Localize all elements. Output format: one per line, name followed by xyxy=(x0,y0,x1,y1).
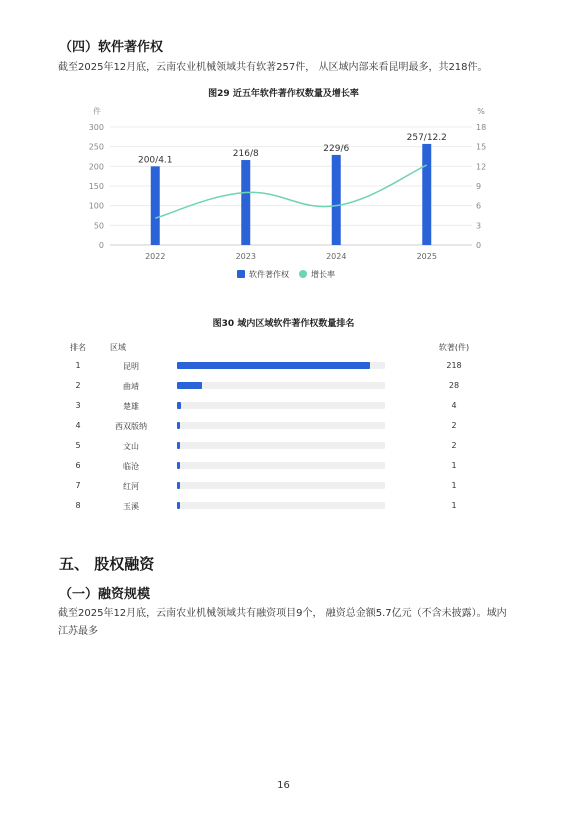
bar-track xyxy=(177,382,385,389)
right-tick-label: 0 xyxy=(476,241,482,250)
bar-series xyxy=(151,144,432,245)
bar-fill xyxy=(177,482,180,489)
ranking-row xyxy=(0,359,567,373)
ranking-header xyxy=(0,340,567,354)
row-count: 28 xyxy=(448,381,460,390)
section-title-software-copyright: （四）软件著作权 xyxy=(59,40,164,55)
row-region: 临沧 xyxy=(123,462,139,471)
row-rank: 2 xyxy=(75,381,81,390)
page-number: 16 xyxy=(277,780,290,791)
ranking-row xyxy=(0,479,567,493)
left-tick-label: 100 xyxy=(88,201,104,211)
bar xyxy=(151,166,160,245)
row-rank: 8 xyxy=(75,501,81,510)
bar xyxy=(422,144,431,245)
x-tick-label: 2024 xyxy=(326,252,347,261)
row-count: 2 xyxy=(451,441,457,450)
bar-track xyxy=(177,502,385,509)
bar-fill xyxy=(177,462,180,469)
ranking-row xyxy=(0,419,567,433)
right-tick-label: 6 xyxy=(476,201,482,211)
left-tick-label: 200 xyxy=(88,162,104,172)
bar-track xyxy=(177,402,385,409)
row-region: 昆明 xyxy=(123,362,139,371)
subsection-title-financing-scale: （一）融资规模 xyxy=(59,587,151,602)
bar-fill xyxy=(177,422,180,429)
legend-swatch-line xyxy=(299,270,307,278)
row-region: 玉溪 xyxy=(123,502,139,511)
row-count: 218 xyxy=(446,361,462,370)
software-copyright-trend-chart xyxy=(0,0,567,300)
ranking-row xyxy=(0,379,567,393)
x-tick-label: 2022 xyxy=(145,252,166,261)
left-tick-label: 300 xyxy=(88,123,104,132)
bar-track xyxy=(177,422,385,429)
row-region: 西双版纳 xyxy=(115,422,147,431)
row-region: 红河 xyxy=(123,482,139,491)
data-label: 200/4.1 xyxy=(137,155,173,166)
row-rank: 7 xyxy=(75,481,81,490)
x-axis-ticks xyxy=(145,252,437,261)
data-label: 257/12.2 xyxy=(406,132,447,143)
bar-track xyxy=(177,462,385,469)
bar-fill xyxy=(177,362,370,369)
row-rank: 4 xyxy=(75,421,81,430)
row-region: 楚雄 xyxy=(123,402,139,411)
row-region: 文山 xyxy=(123,442,139,451)
right-axis-unit: % xyxy=(477,107,485,116)
left-axis-unit: 件 xyxy=(93,107,101,116)
row-count: 4 xyxy=(451,401,457,410)
left-tick-label: 250 xyxy=(88,142,104,152)
row-count: 1 xyxy=(451,461,457,470)
row-rank: 6 xyxy=(75,461,81,470)
left-tick-label: 150 xyxy=(88,182,104,191)
x-tick-label: 2023 xyxy=(235,252,256,261)
bar-track xyxy=(177,362,385,369)
bar-track xyxy=(177,482,385,489)
chart-legend xyxy=(237,269,335,279)
data-label: 229/6 xyxy=(323,143,350,154)
header-count: 软著(件) xyxy=(438,343,470,352)
paragraph-software-summary: 截至2025年12月底，云南农业机械领域共有软著257件， 从区域内部来看昆明最多，共218件。 xyxy=(58,62,488,73)
figure-30-title: 图30 域内区域软件著作权数量排名 xyxy=(212,319,355,329)
right-tick-label: 18 xyxy=(476,123,487,132)
bar-fill xyxy=(177,402,181,409)
ranking-row xyxy=(0,399,567,413)
bar-fill xyxy=(177,502,180,509)
left-tick-label: 50 xyxy=(93,221,104,231)
bar-fill xyxy=(177,442,180,449)
growth-rate-line xyxy=(155,165,427,218)
chart-gridlines xyxy=(110,127,472,245)
bar-fill xyxy=(177,382,202,389)
right-tick-label: 15 xyxy=(476,142,487,152)
left-tick-label: 0 xyxy=(98,241,104,250)
row-count: 2 xyxy=(451,421,457,430)
x-tick-label: 2025 xyxy=(416,252,437,261)
bar xyxy=(332,155,341,245)
ranking-row xyxy=(0,499,567,513)
ranking-row xyxy=(0,459,567,473)
right-axis-ticks xyxy=(476,123,486,250)
ranking-row xyxy=(0,439,567,453)
row-rank: 1 xyxy=(75,361,81,370)
legend-label-bar: 软件著作权 xyxy=(249,270,289,279)
left-axis-ticks xyxy=(89,123,104,250)
row-count: 1 xyxy=(451,501,457,510)
figure-29-title: 图29 近五年软件著作权数量及增长率 xyxy=(208,89,359,99)
row-region: 曲靖 xyxy=(123,382,139,391)
bar-data-labels xyxy=(138,133,447,165)
paragraph-financing-summary: 截至2025年12月底，云南农业机械领域共有融资项目9个， 融资总金额5.7亿元（不含未披露）。域内江苏最多 xyxy=(58,608,507,637)
right-tick-label: 9 xyxy=(476,182,482,191)
right-tick-label: 3 xyxy=(476,221,482,231)
row-rank: 3 xyxy=(75,401,81,410)
legend-label-line: 增长率 xyxy=(311,270,335,279)
header-rank: 排名 xyxy=(70,343,86,352)
section-title-equity-financing: 五、 股权融资 xyxy=(59,555,155,573)
header-region: 区域 xyxy=(110,343,126,352)
legend-swatch-bar xyxy=(237,270,245,278)
row-rank: 5 xyxy=(75,441,81,450)
row-count: 1 xyxy=(451,481,457,490)
right-tick-label: 12 xyxy=(476,162,487,172)
bar xyxy=(241,160,250,245)
bar-track xyxy=(177,442,385,449)
data-label: 216/8 xyxy=(232,149,259,160)
